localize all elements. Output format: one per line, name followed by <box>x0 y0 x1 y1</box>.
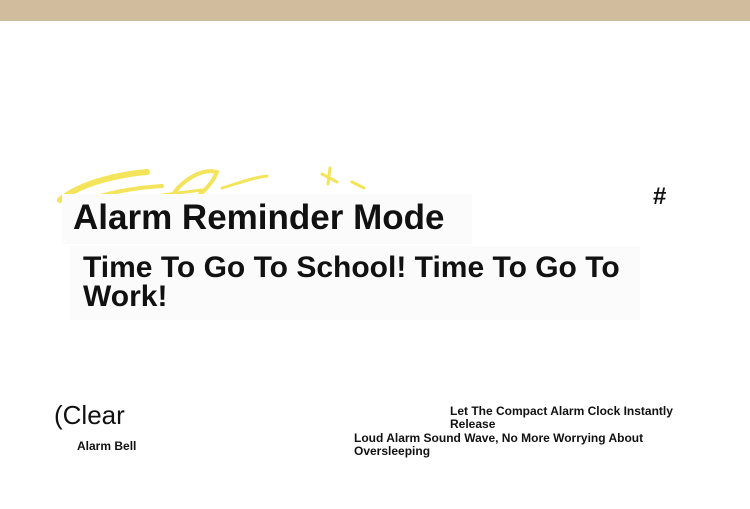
page-subtitle: Time To Go To School! Time To Go To Work! <box>83 251 620 313</box>
page-title: Alarm Reminder Mode <box>73 198 445 237</box>
alarm-bell-label: Alarm Bell <box>77 439 137 453</box>
top-banner-fill <box>0 0 750 21</box>
release-feature-text: Let The Compact Alarm Clock Instantly Release <box>450 404 673 431</box>
top-banner-bar <box>0 0 750 21</box>
clear-label: (Clear <box>54 400 125 430</box>
loud-sound-feature-text: Loud Alarm Sound Wave, No More Worrying About Oversleeping <box>354 431 644 458</box>
hash-symbol: # <box>653 183 667 210</box>
